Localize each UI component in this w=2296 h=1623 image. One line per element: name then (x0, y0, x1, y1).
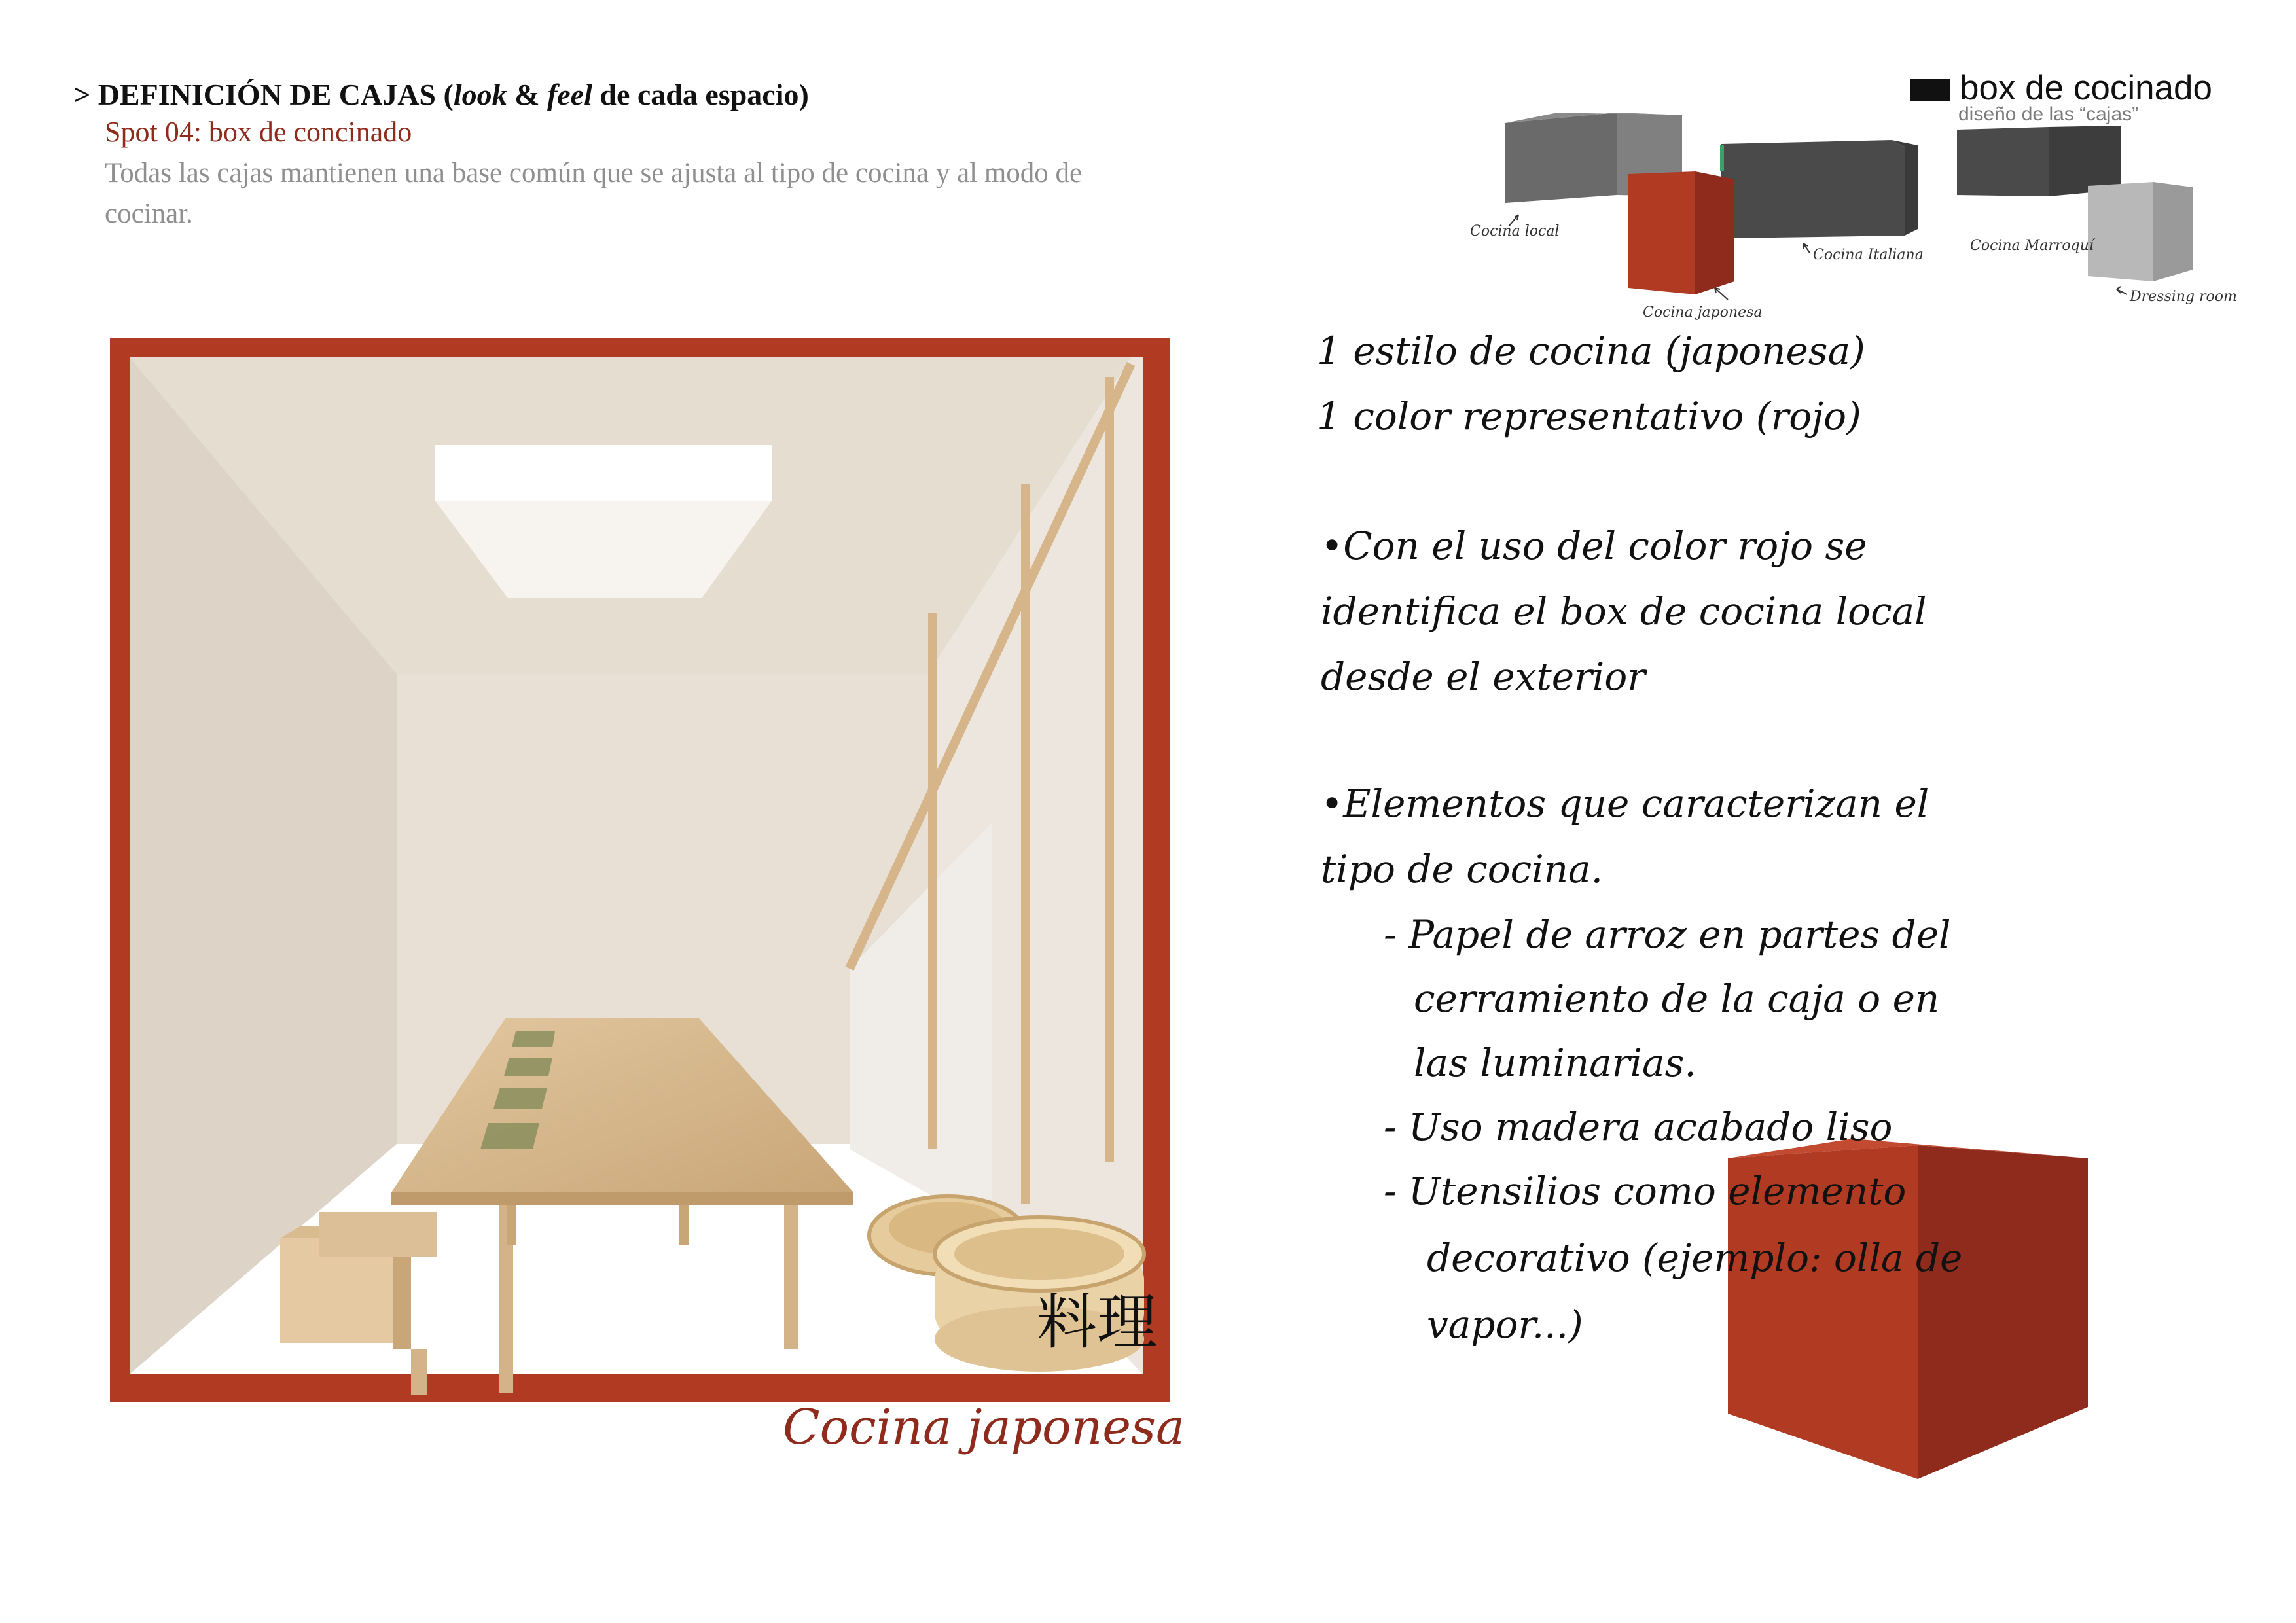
label-cocina-local: Cocina local (1470, 223, 1560, 240)
heading-italic-look: look (453, 78, 507, 111)
note-bullet1-line3: las luminarias. (1414, 1041, 1696, 1085)
brand-mark (1910, 79, 1950, 101)
label-cocina-marroqui: Cocina Marroquí (1970, 238, 2094, 254)
heading-suffix: de cada espacio) (592, 78, 809, 111)
label-dressing-room: Dressing room (2130, 289, 2237, 305)
heading-italic-feel: feel (547, 78, 592, 111)
note-bullet1-line1: - Papel de arroz en partes del (1384, 912, 1951, 957)
brand-subtitle: diseño de las “cajas” (1958, 103, 2139, 125)
note-style: 1 estilo de cocina (japonesa) (1317, 329, 1865, 373)
section-heading (73, 77, 809, 112)
note-bullet3-line3: vapor...) (1427, 1302, 1583, 1347)
kanji-label: 料理 (1037, 1287, 1158, 1357)
label-cocina-japonesa: Cocina japonesa (1643, 304, 1763, 321)
note-para2-line2: tipo de cocina. (1321, 847, 1604, 891)
japanese-kitchen-render (110, 338, 1170, 1402)
note-bullet3-line1: - Utensilios como elemento (1384, 1169, 1907, 1213)
note-para1-line3: desde el exterior (1321, 654, 1646, 699)
heading-amp: & (507, 78, 547, 111)
brand-title: box de cocinado (1960, 69, 2213, 107)
boxes-overview (1446, 98, 2258, 327)
intro-paragraph: Todas las cajas mantienen una base común que se ajusta al tipo de cocina y al modo de cocinar. (105, 158, 1083, 229)
note-para1-line2: identifica el box de cocina local (1321, 589, 1927, 633)
note-color: 1 color representativo (rojo) (1317, 394, 1861, 438)
note-bullet1-line2: cerramiento de la caja o en (1414, 976, 1940, 1021)
heading-prefix: > DEFINICIÓN DE CAJAS ( (73, 78, 454, 111)
note-para1-line1: •Con el uso del color rojo se (1321, 524, 1867, 568)
box-dressing-room (2088, 182, 2193, 281)
box-cocina-japonesa (1628, 171, 1734, 294)
box-cocina-italiana (1720, 140, 1918, 238)
label-cocina-italiana: Cocina Italiana (1813, 247, 1924, 263)
render-caption: Cocina japonesa (783, 1399, 1185, 1455)
note-para2-line1: •Elementos que caracterizan el (1321, 781, 1929, 826)
note-bullet3-line2: decorativo (ejemplo: olla de (1427, 1236, 1963, 1280)
spot-subheading: Spot 04: box de concinado (105, 116, 412, 148)
note-bullet2: - Uso madera acabado liso (1384, 1105, 1893, 1149)
